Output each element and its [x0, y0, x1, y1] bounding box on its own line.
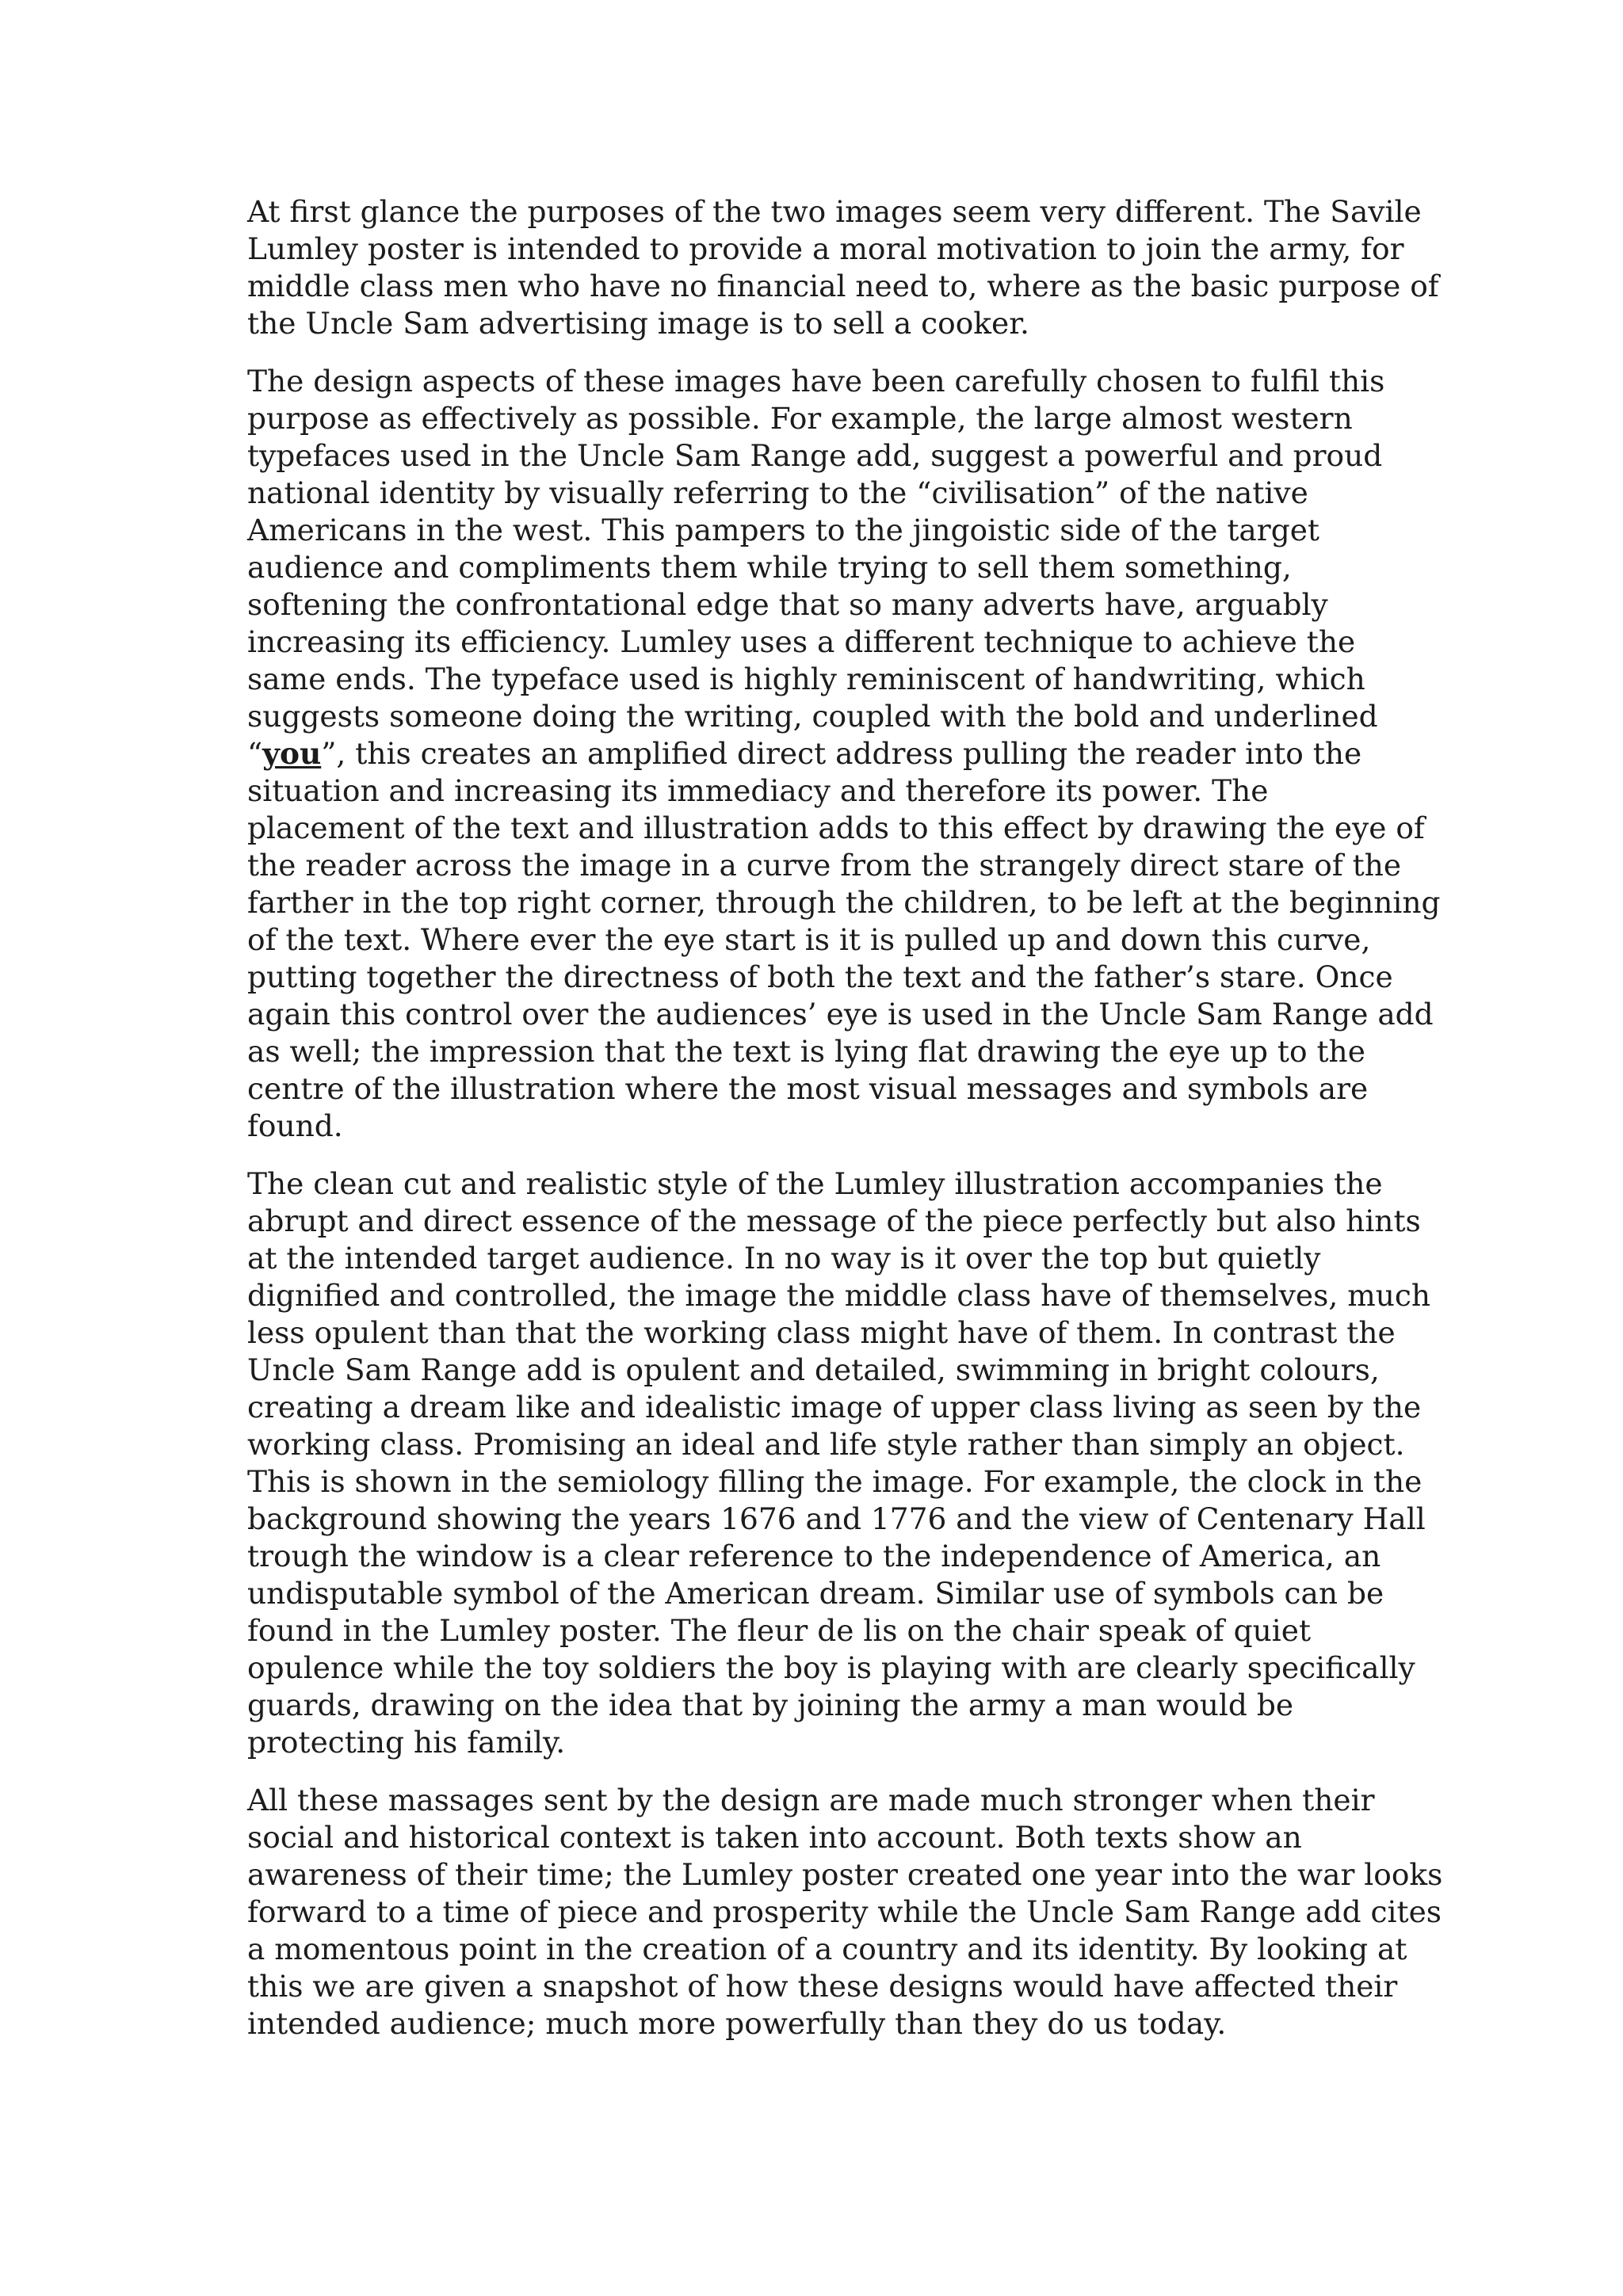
text-line: Uncle Sam Range add is opulent and detailed, swimming in bright colours, — [247, 1352, 1380, 1387]
text-line: this we are given a snapshot of how these designs would have affected their — [247, 1969, 1398, 2004]
text-line: purpose as effectively as possible. For example, the large almost western — [247, 401, 1353, 436]
text-line: a momentous point in the creation of a country and its identity. By looking at — [247, 1932, 1407, 1966]
text-line: the reader across the image in a curve from the strangely direct stare of the — [247, 848, 1402, 883]
text-line: At first glance the purposes of the two images seem very different. The Savile — [247, 194, 1422, 229]
text-line: same ends. The typeface used is highly reminiscent of handwriting, which — [247, 662, 1365, 696]
text-line: Americans in the west. This pampers to the jingoistic side of the target — [247, 513, 1319, 547]
text-line: placement of the text and illustration adds to this effect by drawing the eye of — [247, 810, 1425, 845]
text-line: again this control over the audiences’ eye is used in the Uncle Sam Range add — [247, 997, 1434, 1032]
text-line: audience and compliments them while trying to sell them something, — [247, 550, 1292, 585]
text-line: working class. Promising an ideal and life style rather than simply an object. — [247, 1427, 1405, 1462]
text-line: typefaces used in the Uncle Sam Range add, suggest a powerful and proud — [247, 438, 1383, 473]
text-line: social and historical context is taken into account. Both texts show an — [247, 1820, 1302, 1855]
text-line: intended audience; much more powerfully than they do us today. — [247, 2006, 1227, 2041]
text-line: as well; the impression that the text is lying flat drawing the eye up to the — [247, 1034, 1365, 1069]
emphasized-word: you — [262, 736, 322, 771]
text-line: creating a dream like and idealistic image of upper class living as seen by the — [247, 1390, 1422, 1425]
text-line: national identity by visually referring to the “civilisation” of the native — [247, 475, 1308, 510]
text-line: farther in the top right corner, through the children, to be left at the beginning — [247, 885, 1441, 920]
text-line: at the intended target audience. In no way is it over the top but quietly — [247, 1241, 1321, 1276]
text-line: found. — [247, 1108, 343, 1143]
text-line: the Uncle Sam advertising image is to sell a cooker. — [247, 306, 1029, 341]
text-line: forward to a time of piece and prosperity while the Uncle Sam Range add cites — [247, 1894, 1442, 1929]
text-line: awareness of their time; the Lumley poster created one year into the war looks — [247, 1857, 1443, 1892]
text-line: protecting his family. — [247, 1725, 566, 1760]
text-line: suggests someone doing the writing, coupled with the bold and underlined — [247, 699, 1378, 734]
text-line: dignified and controlled, the image the middle class have of themselves, much — [247, 1278, 1431, 1313]
paragraph-2 — [247, 363, 1441, 1145]
paragraph-4 — [247, 1782, 1443, 2042]
text-line: The design aspects of these images have been carefully chosen to fulfil this — [247, 364, 1385, 399]
text-line: centre of the illustration where the most visual messages and symbols are — [247, 1071, 1369, 1106]
document-page — [247, 193, 1443, 2063]
text-line: All these massages sent by the design are made much stronger when their — [247, 1783, 1375, 1817]
text-line: abrupt and direct essence of the message of the piece perfectly but also hints — [247, 1203, 1421, 1238]
text-line: found in the Lumley poster. The fleur de lis on the chair speak of quiet — [247, 1613, 1312, 1648]
line-rest: ”, this creates an amplified direct address pulling the reader into the — [321, 736, 1362, 771]
text-line: putting together the directness of both the text and the father’s stare. Once — [247, 959, 1393, 994]
text-line: increasing its efficiency. Lumley uses a different technique to achieve the — [247, 624, 1356, 659]
text-line: Lumley poster is intended to provide a moral motivation to join the army, for — [247, 231, 1404, 266]
text-line: softening the confrontational edge that so many adverts have, arguably — [247, 587, 1328, 622]
text-line: less opulent than that the working class might have of them. In contrast the — [247, 1315, 1396, 1350]
text-line: The clean cut and realistic style of the Lumley illustration accompanies the — [247, 1166, 1383, 1201]
paragraph-1 — [247, 193, 1439, 342]
text-line: of the text. Where ever the eye start is it is pulled up and down this curve, — [247, 922, 1371, 957]
paragraph-3 — [247, 1165, 1431, 1761]
text-line: This is shown in the semiology filling the image. For example, the clock in the — [247, 1464, 1423, 1499]
text-line: background showing the years 1676 and 1776 and the view of Centenary Hall — [247, 1501, 1426, 1536]
text-line: trough the window is a clear reference to the independence of America, an — [247, 1539, 1381, 1573]
text-line: undisputable symbol of the American dream. Similar use of symbols can be — [247, 1576, 1384, 1611]
text-line: situation and increasing its immediacy and therefore its power. The — [247, 773, 1269, 808]
open-quote: “ — [247, 736, 263, 771]
text-line: opulence while the toy soldiers the boy is playing with are clearly specifically — [247, 1650, 1415, 1685]
text-line: middle class men who have no financial need to, where as the basic purpose of — [247, 269, 1439, 303]
text-line-emphasis — [247, 735, 1396, 772]
text-line: guards, drawing on the idea that by joining the army a man would be — [247, 1688, 1294, 1722]
